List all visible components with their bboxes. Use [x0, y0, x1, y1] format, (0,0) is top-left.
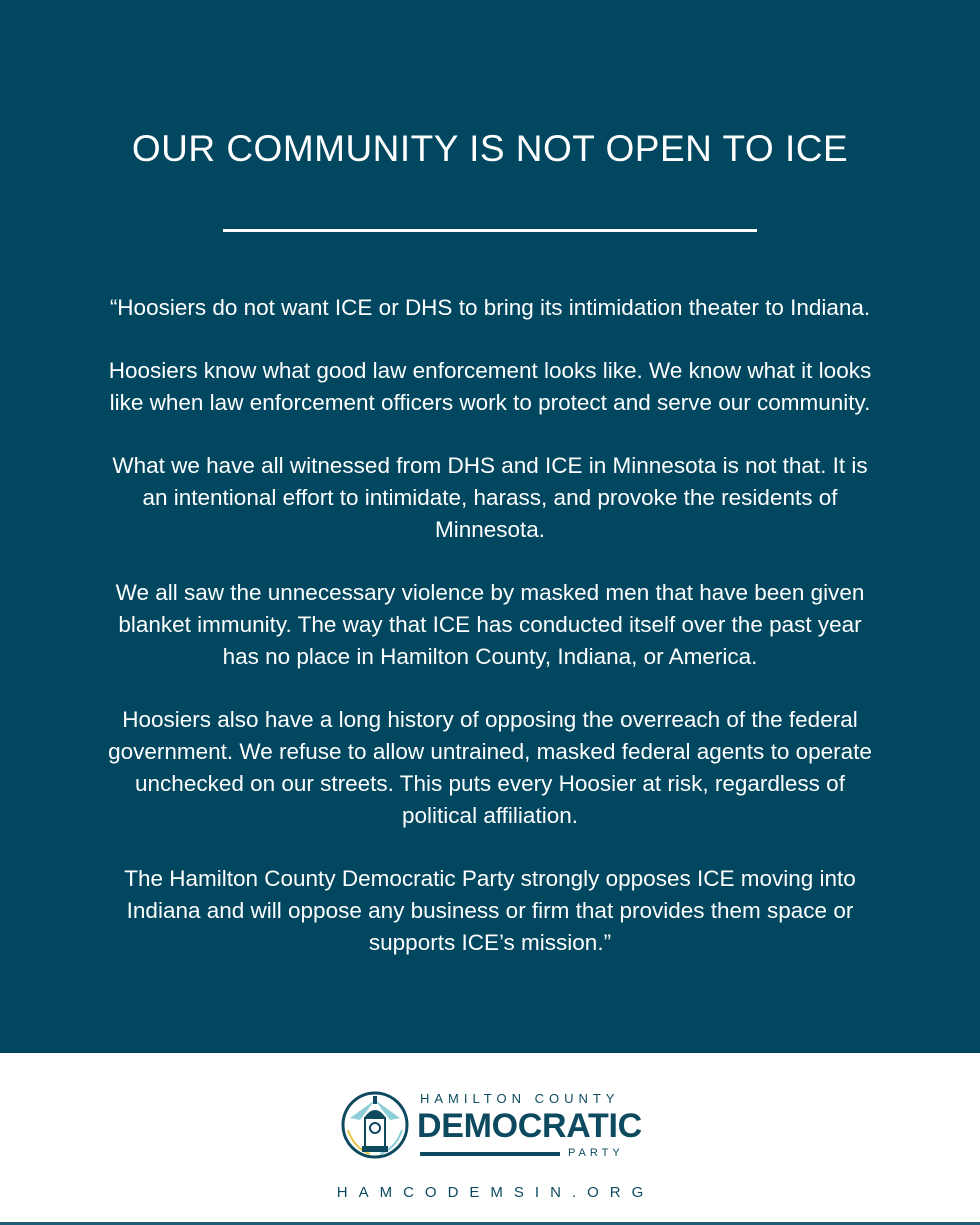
- paragraph-line: political affiliation.: [402, 803, 578, 828]
- paragraph-line: Minnesota.: [434, 517, 546, 542]
- paragraph-line: What we have all witnessed from DHS and ICE in Minnesota is not that. It is: [112, 453, 868, 478]
- paragraph-line: government. We refuse to allow untrained, masked federal agents to operate: [108, 739, 872, 764]
- paragraph-line: Hoosiers also have a long history of opposing the overreach of the federal: [122, 707, 858, 732]
- courthouse-seal-icon: [340, 1090, 410, 1160]
- paragraph-line: The Hamilton County Democratic Party strongly opposes ICE moving into: [124, 866, 856, 891]
- paragraph-line: unchecked on our streets. This puts every Hoosier at risk, regardless of: [135, 771, 845, 796]
- logo-underline: [420, 1152, 560, 1156]
- title-divider: [223, 229, 757, 232]
- logo-line-3: PARTY: [568, 1147, 624, 1159]
- logo-line-2: DEMOCRATIC: [417, 1107, 642, 1145]
- paragraph-line: has no place in Hamilton County, Indiana, or America.: [222, 644, 758, 669]
- paragraph-line: supports ICE’s mission.”: [368, 930, 612, 955]
- website-link[interactable]: HAMCODEMSIN.ORG: [336, 1184, 655, 1201]
- paragraph-line: blanket immunity. The way that ICE has conducted itself over the past year: [118, 612, 862, 637]
- paragraph-line: “Hoosiers do not want ICE or DHS to bring its intimidation theater to Indiana.: [109, 295, 871, 320]
- logo-line-1: HAMILTON COUNTY: [420, 1091, 620, 1106]
- statement-paragraph: [0, 863, 980, 959]
- statement-paragraph: [0, 292, 980, 324]
- paragraph-line: an intentional effort to intimidate, harass, and provoke the residents of: [142, 485, 838, 510]
- paragraph-line: Hoosiers know what good law enforcement looks like. We know what it looks: [108, 358, 872, 383]
- paragraph-line: We all saw the unnecessary violence by masked men that have been given: [115, 580, 865, 605]
- statement-paragraph: [0, 450, 980, 546]
- statement-body: [0, 292, 980, 990]
- party-logo: [340, 1090, 650, 1162]
- page-title: OUR COMMUNITY IS NOT OPEN TO ICE: [131, 128, 849, 169]
- statement-paragraph: [0, 704, 980, 832]
- paragraph-line: like when law enforcement officers work to protect and serve our community.: [109, 390, 871, 415]
- statement-paragraph: [0, 355, 980, 419]
- paragraph-line: Indiana and will oppose any business or firm that provides them space or: [126, 898, 854, 923]
- statement-paragraph: [0, 577, 980, 673]
